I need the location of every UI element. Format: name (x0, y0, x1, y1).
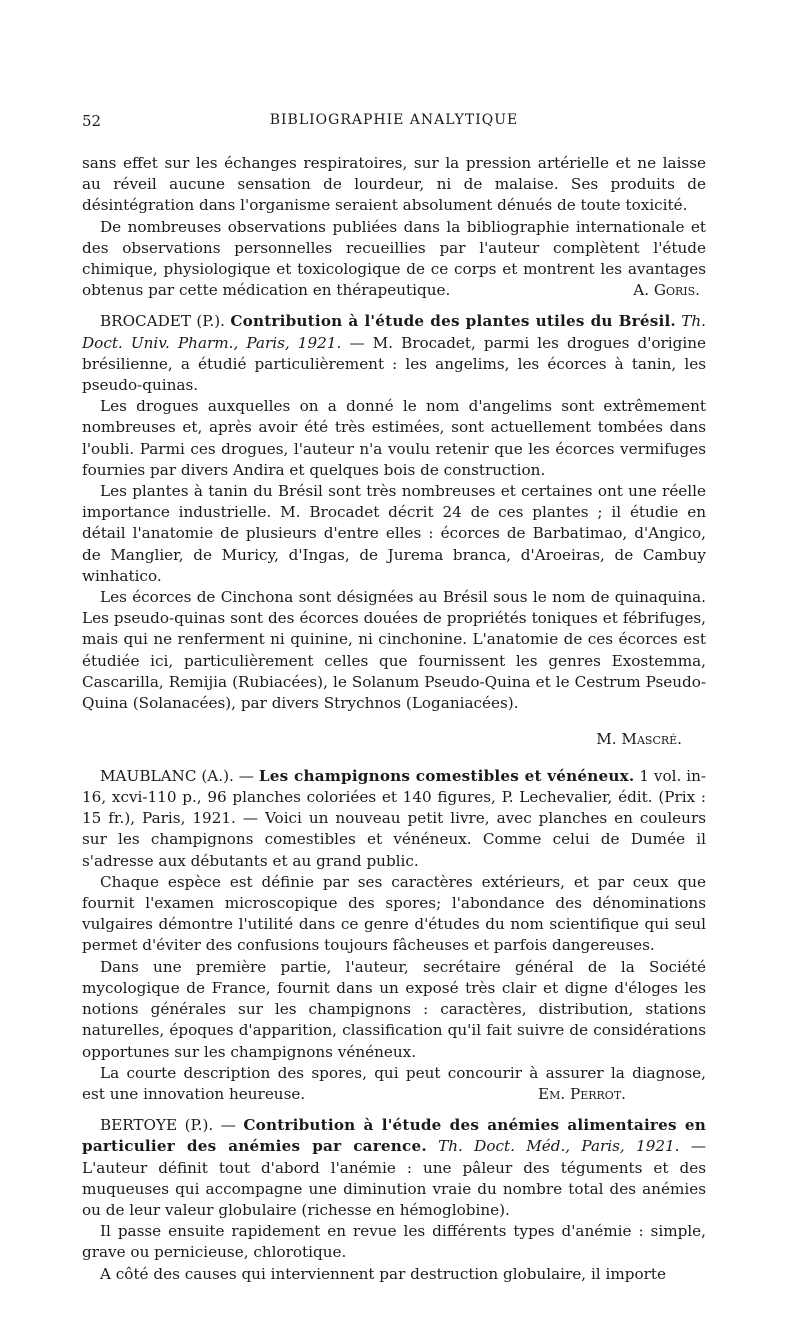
entry-maublanc-dash: — (238, 766, 254, 785)
entry-bertoye-dash: — (220, 1116, 236, 1135)
entry-bertoye-paragraph-3: A côté des causes qui interviennent par destruction globulaire, il importe (100, 1264, 666, 1283)
entry-brocadet-reference: Th. Doct. Univ. Pharm., Paris, 1921. (82, 312, 707, 352)
page-body (82, 153, 706, 1285)
running-title: BIBLIOGRAPHIE ANALYTIQUE (269, 112, 519, 128)
entry-brocadet-paragraph-3: Les plantes à tanin du Brésil sont très nombreuses et certaines ont une réelle importance industrielle. M. Brocadet décrit 24 de ces plantes ; il étudie en détail l'anatomie de plusieurs d'entre elles : écorces de Barbatimao, d'Angico, de Manglier, de Muricy, d'Ingas, de Jurema branca, d'Aroeiras, de Cambuy winhatico. (82, 482, 706, 585)
entry-brocadet-paragraph-4: Les écorces de Cinchona sont désignées au Brésil sous le nom de quinaquina. Les pseudo-quinas sont des écorces douées de propriétés toniques et fébrifuges, mais qui ne renferment ni quinine, ni cinchonine. L'anatomie de ces écorces est étudiée ici, particulièrement celles que fournissent les genres Exostemma, Cascarilla, Remijia (Rubiacées), le Solanum Pseudo-Quina et le Cestrum Pseudo-Quina (Solanacées), par divers Strychnos (Loganiacées). (82, 588, 706, 713)
entry-brocadet-paragraph-1: — M. Brocadet, parmi les drogues d'origine brésilienne, a étudié particulièrement : les angelims, les écorces à tanin, les pseudo-quinas. (82, 333, 706, 395)
section-gap-2 (82, 1105, 706, 1115)
entry-maublanc-paragraph-2: Chaque espèce est définie par ses caractères extérieurs, et par ceux que fournit l'examen microscopique des spores; l'abondance des dénominations vulgaires démontre l'utilité dans ce genre d'études du nom scientifique qui seul permet d'éviter des confusions toujours fâcheuses et parfois dangereuses. (82, 872, 706, 955)
entry-bertoye-heading (82, 1115, 706, 1221)
section-gap (82, 301, 706, 311)
entry-maublanc-signature: Em. Perrot. (537, 1084, 626, 1103)
page-number: 52 (82, 112, 102, 130)
entry-brocadet-author: BROCADET (P.). (100, 312, 226, 331)
entry-brocadet-signature: M. Mascré. (596, 730, 682, 749)
entry-brocadet-title: Contribution à l'étude des plantes utiles du Brésil. (230, 312, 676, 331)
entry-bertoye-paragraph-1: — L'auteur définit tout d'abord l'anémie : une pâleur des téguments et des muqueuses qui accompagne une diminution vraie du nombre total des anémies ou de leur valeur globulaire (richesse en hémoglobine). (82, 1137, 706, 1219)
intro-signature: A. Goris. (633, 281, 700, 300)
intro-paragraph-2 (82, 217, 706, 302)
intro-paragraph-1: sans effet sur les échanges respiratoires, sur la pression artérielle et ne laisse au réveil aucune sensation de lourdeur, ni de malaise. Ses produits de désintégration dans l'organisme seraient absolument dénués de toute toxicité. (82, 154, 706, 215)
entry-maublanc-paragraph-4-text: La courte description des spores, qui peut concourir à assurer la diagnose, est une innovation heureuse. (82, 1063, 706, 1103)
entry-bertoye-author: BERTOYE (P.). (100, 1116, 214, 1135)
entry-bertoye-reference: Th. Doct. Méd., Paris, 1921. (438, 1137, 680, 1156)
entry-bertoye-paragraph-2: Il passe ensuite rapidement en revue les différents types d'anémie : simple, grave ou pernicieuse, chlorotique. (82, 1222, 706, 1262)
entry-maublanc-paragraph-4 (82, 1063, 706, 1105)
entry-maublanc-title: Les champignons comestibles et vénéneux. (258, 766, 635, 785)
entry-maublanc-heading (82, 766, 706, 872)
page-header (82, 112, 706, 134)
entry-maublanc-paragraph-3: Dans une première partie, l'auteur, secrétaire général de la Société mycologique de France, fournit dans un exposé très clair et digne d'éloges les notions générales sur les champignons : caractères, distribution, stations naturelles, époques d'apparition, classification qu'il fait suivre de considérations opportunes sur les champignons vénéneux. (82, 957, 706, 1061)
entry-bertoye-title: Contribution à l'étude des anémies alimentaires en particulier des anémies par carence. (82, 1116, 706, 1156)
intro-paragraph-2-text: De nombreuses observations publiées dans la bibliographie internationale et des observations personnelles recueillies par l'auteur complètent l'étude chimique, physiologique et toxicologique de ce corps et montrent les avantages obtenus par cette médication en thérapeutique. (82, 217, 706, 300)
entry-brocadet-heading (82, 311, 706, 396)
entry-brocadet-paragraph-2: Les drogues auxquelles on a donné le nom d'angelims sont extrêmement nombreuses et, après avoir été très estimées, sont actuellement tombées dans l'oubli. Parmi ces drogues, l'auteur n'a voulu retenir que les écorces vermifuges fournies par divers Andira et quelques bois de construction. (82, 397, 706, 479)
entry-maublanc-author: MAUBLANC (A.). (100, 766, 234, 785)
entry-maublanc-paragraph-1: 1 vol. in-16, xcvi-110 p., 96 planches coloriées et 140 figures, P. Lechevalier, édit. (Prix : 15 fr.), Paris, 1921. — Voici un nouveau petit livre, avec planches en couleurs sur les champignons comestibles et vénéneux. Comme celui de Dumée il s'adresse aux débutants et au grand public. (82, 766, 707, 870)
